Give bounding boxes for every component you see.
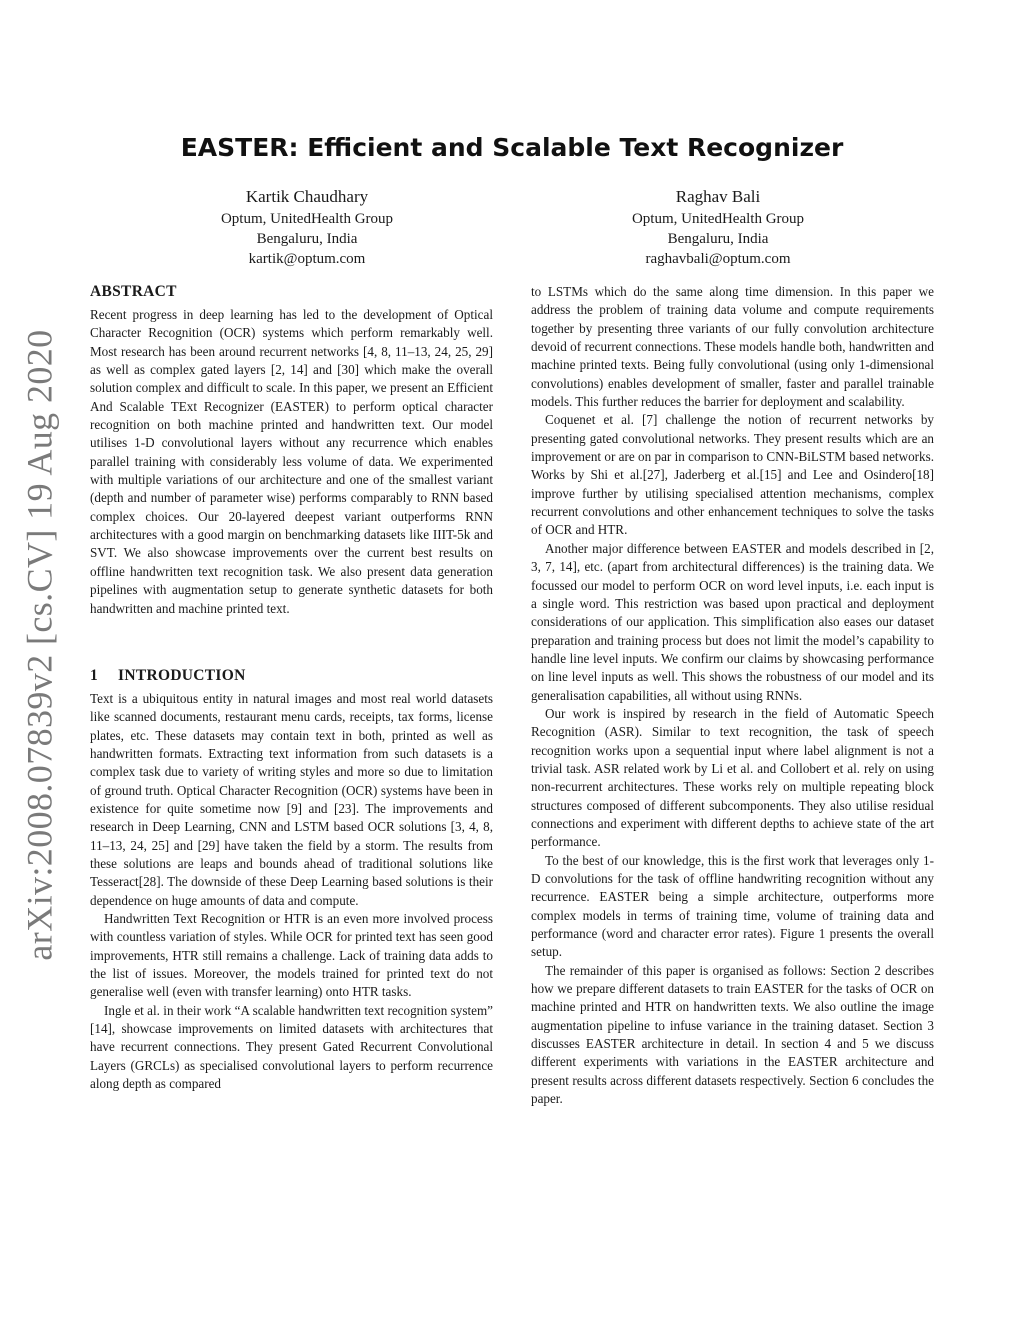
paper-title: EASTER: Efficient and Scalable Text Recognizer (180, 133, 844, 162)
author-block-2 (568, 186, 868, 269)
author-name: Kartik Chaudhary (245, 187, 369, 206)
author-name: Raghav Bali (675, 187, 761, 206)
intro-paragraph-7: To the best of our knowledge, this is the first work that leverages only 1-D convolutions for the task of offline handwriting recognition without any recurrence. EASTER being a simple architecture, outperforms more complex models in terms of training time, volume of training data and performance (word and character error rates). Figure 1 presents the overall setup. (531, 852, 934, 960)
intro-paragraph-1: Text is a ubiquitous entity in natural images and most real world datasets like scanned documents, restaurant menu cards, receipts, tax forms, license plates, etc. These datasets may contain text in both, printed as well as handwritten formats. Extracting text information from such datasets is a complex task due to variety of writing styles and more so due to limitation of ground truth. Optical Character Recognition (OCR) systems have been in existence for quite sometime now [9] and [23]. The improvements and research in Deep Learning, CNN and LSTM based OCR solutions [3, 4, 8, 11–13, 24, 25] and [29] have taken the field by a storm. The results from these solutions are leaps and bounds ahead of traditional solutions like Tesseract[28]. The downside of these Deep Learning based solutions is their dependence on huge amounts of data and compute. (90, 690, 493, 908)
abstract-heading: ABSTRACT (90, 283, 177, 300)
intro-paragraph-3: Ingle et al. in their work “A scalable handwritten text recognition system” [14], showcase improvements on limited datasets with architectures that have recurrent connections. They present Gated Recurrent Convolutional Layers (GRCLs) as specialised convolutional layers to perform recurrence along depth as compared (90, 1002, 493, 1092)
author-affiliation: Optum, UnitedHealth Group (220, 211, 394, 227)
author-email: kartik@optum.com (248, 251, 366, 267)
left-column (90, 282, 493, 1093)
section-title: INTRODUCTION (118, 666, 246, 684)
author-affiliation: Optum, UnitedHealth Group (631, 211, 805, 227)
right-column (531, 283, 934, 1108)
author-location: Bengaluru, India (667, 231, 769, 247)
arxiv-identifier: arXiv:2008.07839v2 [cs.CV] 19 Aug 2020 (20, 329, 60, 961)
author-block-1 (157, 186, 457, 269)
section-number: 1 (90, 666, 99, 684)
intro-paragraph-2: Handwritten Text Recognition or HTR is an even more involved process with countless variation of styles. While OCR for printed text has seen good improvements, HTR still remains a challenge. Lack of training data adds to the list of issues. Moreover, the models trained for printed text do not generalise well (even with transfer learning) onto HTR tasks. (90, 910, 493, 1000)
author-location: Bengaluru, India (256, 231, 358, 247)
intro-paragraph-6: Our work is inspired by research in the field of Automatic Speech Recognition (ASR). Similar to text recognition, the task of speech recognition works upon a sequential input where label alignment is not a trivial task. ASR related work by Li et al. and Collobert et al. rely on using non-recurrent architectures. These works rely on multiple repeating block structures composed of different subcomponents. They also utilise residual connections and experiment with different depths to achieve state of the art performance. (531, 705, 934, 850)
author-email: raghavbali@optum.com (645, 251, 791, 267)
introduction-heading (90, 666, 493, 686)
intro-paragraph-4: Coquenet et al. [7] challenge the notion of recurrent networks by presenting gated convolutional networks. They present results which are an improvement or are on par in comparison to CNN-BiLSTM based networks. Works by Shi et al.[27], Jaderberg et al.[15] and Lee and Osindero[18] improve further by utilising specialised attention mechanisms, complex recurrent convolutions and other enhancement techniques to solve the tasks of OCR and HTR. (531, 412, 934, 538)
intro-paragraph-5: Another major difference between EASTER and models described in [2, 3, 7, 14], etc. (apart from architectural differences) is the training data. We focussed our model to perform OCR on word level inputs, i.e. each input is a single word. This restriction was based upon practical and deployment considerations of our application. This simplification also eases our dataset preparation and training process but does not limit the model’s capability to handle line level inputs. We confirm our claims by showcasing performance on line level inputs as well. This shows the robustness of our model and its generalisation capabilities, all without using RNNs. (531, 540, 934, 703)
intro-paragraph-3-continued: to LSTMs which do the same along time dimension. In this paper we address the problem of training data volume and compute requirements together by presenting three variants of our fully convolution architecture devoid of recurrent connections. These models handle both, handwritten and machine printed texts. Being fully convolutional (using only 1-dimensional convolutions) enables development of smaller, faster and parallel trainable models. This further reduces the barrier for deployment and scalability. (531, 284, 934, 410)
arxiv-side-stamp (10, 329, 70, 961)
abstract-text: Recent progress in deep learning has led to the development of Optical Character Recognition (OCR) systems which perform remarkably well. Most research has been around recurrent networks [4, 8, 11–13, 24, 25, 29] as well as complex gated layers [2, 14] and [30] which make the overall solution complex and difficult to scale. In this paper, we present an Efficient And Scalable TExt Recognizer (EASTER) to perform optical character recognition on both machine printed and handwritten text. Our model utilises 1-D convolutional layers without any recurrence which enables parallel training with considerably less volume of data. We experimented with multiple variations of our architecture and one of the smallest variant (depth and number of parameter wise) performs comparably to RNN based complex choices. Our 20-layered deepest variant outperforms RNN architectures with a good margin on benchmarking datasets like IIIT-5k and SVT. We also showcase improvements over the current best results on offline handwritten text recognition task. We also present data generation pipelines with augmentation setup to generate synthetic datasets for both handwritten and machine printed text. (90, 307, 493, 616)
intro-paragraph-8: The remainder of this paper is organised as follows: Section 2 describes how we prepare different datasets to train EASTER for the tasks of OCR on machine printed and HTR on handwritten texts. We also outline the image augmentation pipeline to infuse variance in the training dataset. Section 3 discusses EASTER architecture in detail. In section 4 and 5 we discuss different experiments with variations in the EASTER architecture and present results across different datasets respectively. Section 6 concludes the paper. (531, 962, 934, 1107)
